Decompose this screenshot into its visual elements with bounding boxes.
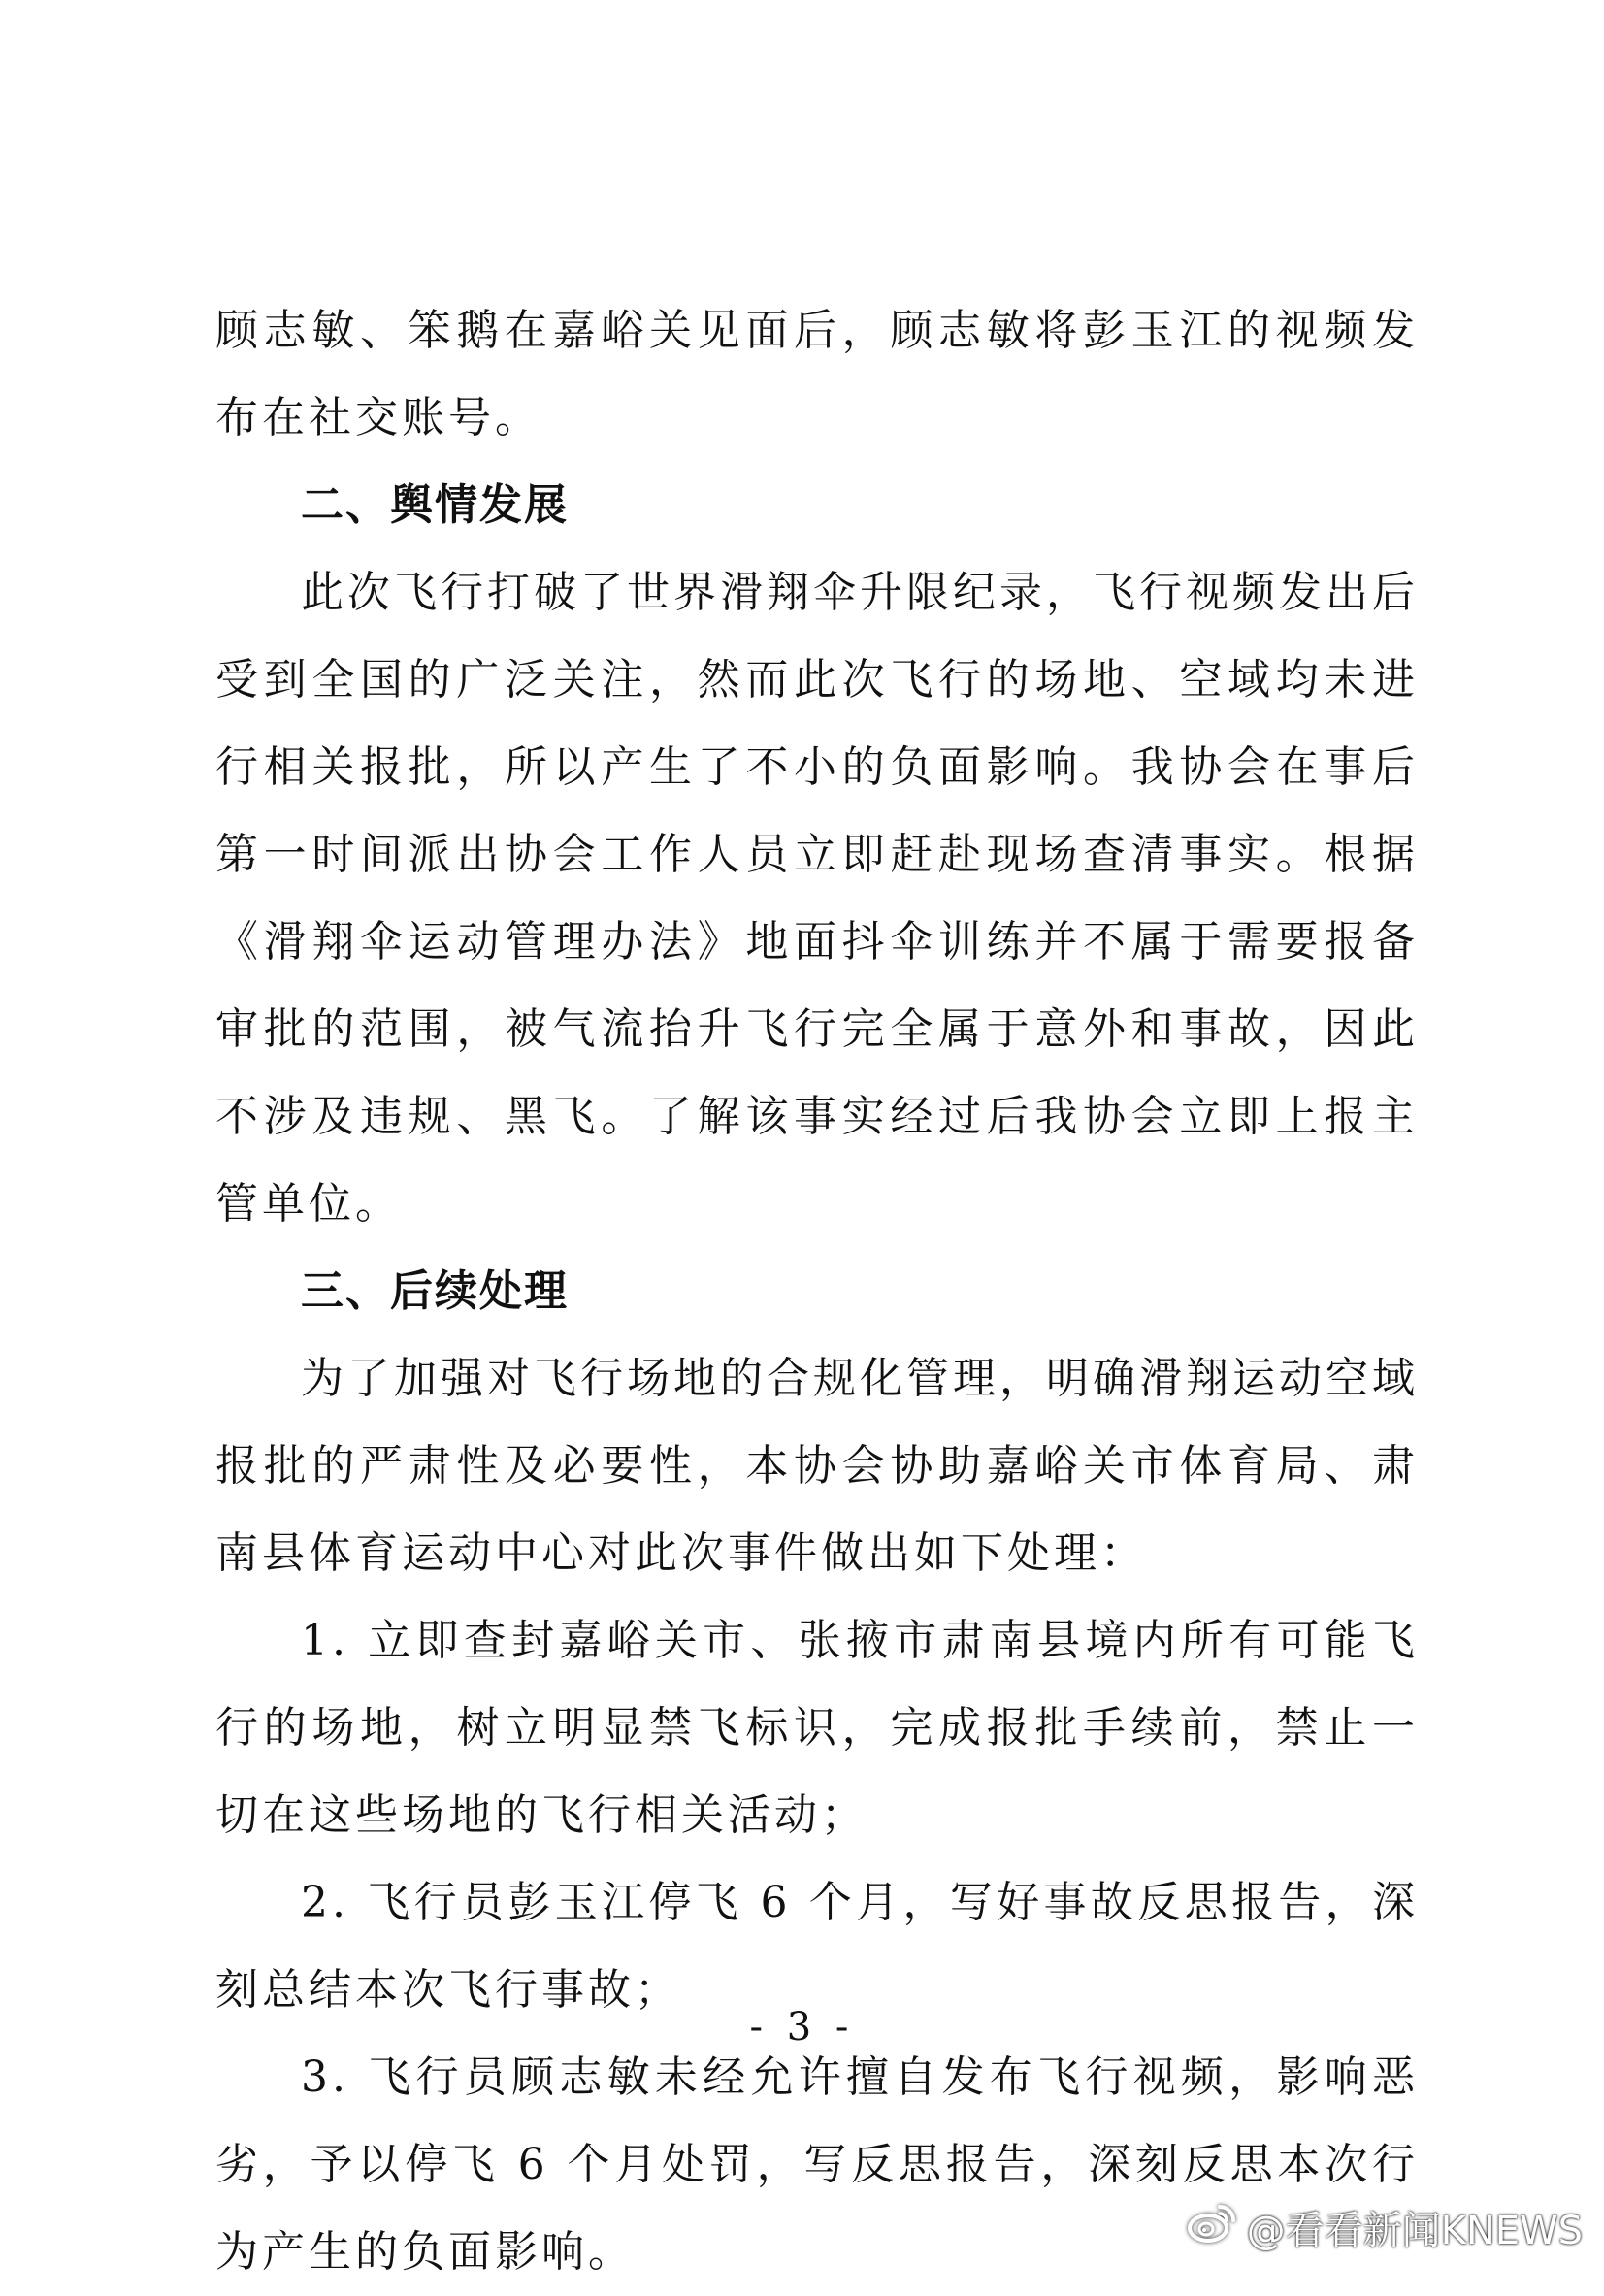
page-number: - 3 -	[749, 2005, 855, 2050]
document-body	[215, 287, 1419, 2296]
weibo-icon	[1187, 2201, 1237, 2253]
watermark	[1187, 2196, 1583, 2258]
watermark-text: @看看新闻KNEWS	[1246, 2208, 1583, 2253]
list-item-1: 1. 立即查封嘉峪关市、张掖市肃南县境内所有可能飞行的场地，树立明显禁飞标识，完成报批手续前，禁止一切在这些场地的飞行相关活动；	[215, 1616, 1419, 1840]
section-heading-follow-up: 三、后续处理	[301, 1266, 569, 1316]
list-item-2: 2. 飞行员彭玉江停飞 6 个月，写好事故反思报告，深刻总结本次飞行事故；	[215, 1878, 1419, 2015]
section-heading-public-opinion: 二、舆情发展	[301, 480, 569, 530]
list-item-3: 3. 飞行员顾志敏未经允许擅自发布飞行视频，影响恶劣，予以停飞 6 个月处罚，写反思报告，深刻反思本次行为产生的负面影响。	[215, 2052, 1419, 2277]
paragraph-intro-continuation: 顾志敏、笨鹅在嘉峪关见面后，顾志敏将彭玉江的视频发布在社交账号。	[215, 306, 1419, 443]
paragraph-follow-up-intro: 为了加强对飞行场地的合规化管理，明确滑翔运动空域报批的严肃性及必要性，本协会协助嘉峪关市体育局、肃南县体育运动中心对此次事件做出如下处理：	[215, 1354, 1419, 1578]
paragraph-public-opinion: 此次飞行打破了世界滑翔伞升限纪录，飞行视频发出后受到全国的广泛关注，然而此次飞行的场地、空域均未进行相关报批，所以产生了不小的负面影响。我协会在事后第一时间派出协会工作人员立即赶赴现场查清事实。根据《滑翔伞运动管理办法》地面抖伞训练并不属于需要报备审批的范围，被气流抬升飞行完全属于意外和事故，因此不涉及违规、黑飞。了解该事实经过后我协会立即上报主管单位。	[215, 568, 1419, 1229]
